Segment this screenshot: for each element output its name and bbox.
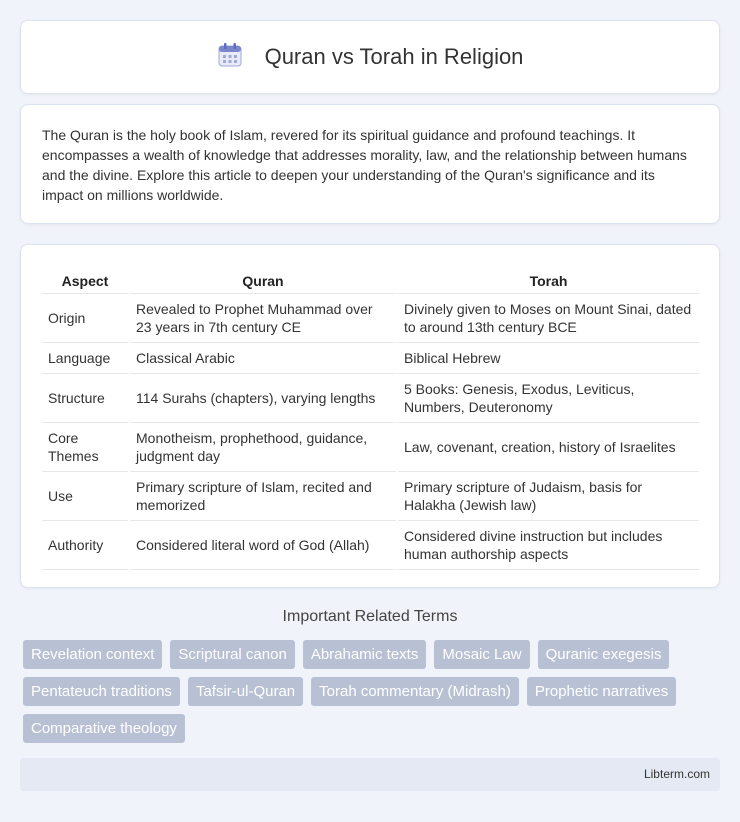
quran-cell: Primary scripture of Islam, recited and memorized [129,471,397,520]
comparison-card [20,244,720,588]
related-term-tag[interactable]: Quranic exegesis [538,640,670,669]
page-title: Quran vs Torah in Religion [264,44,524,69]
table-row [42,471,699,520]
column-header: Torah [397,265,699,293]
related-term-tag[interactable]: Torah commentary (Midrash) [311,677,519,706]
quran-cell: Considered literal word of God (Allah) [129,520,397,569]
footer [20,758,720,791]
aspect-cell: Structure [42,373,129,422]
aspect-cell: Use [42,471,129,520]
related-term-tag[interactable]: Pentateuch traditions [23,677,180,706]
related-term-tag[interactable]: Prophetic narratives [527,677,676,706]
related-term-tag[interactable]: Comparative theology [23,714,185,743]
quran-cell: Revealed to Prophet Muhammad over 23 years in 7th century CE [129,293,397,342]
torah-cell: Divinely given to Moses on Mount Sinai, dated to around 13th century BCE [397,293,699,342]
aspect-cell: Origin [42,293,129,342]
quran-cell: Classical Arabic [129,342,397,373]
table-row [42,520,699,569]
torah-cell: Primary scripture of Judaism, basis for Halakha (Jewish law) [397,471,699,520]
torah-cell: Considered divine instruction but includes human authorship aspects [397,520,699,569]
aspect-cell: Core Themes [42,422,129,471]
related-term-tag[interactable]: Tafsir-ul-Quran [188,677,303,706]
header-card [20,20,720,94]
related-term-tag[interactable]: Revelation context [23,640,162,669]
related-terms-list [23,640,723,743]
related-terms-heading: Important Related Terms [282,608,458,625]
intro-card [20,104,720,224]
table-row [42,422,699,471]
aspect-cell: Language [42,342,129,373]
comparison-table [42,265,699,570]
aspect-cell: Authority [42,520,129,569]
column-header: Quran [129,265,397,293]
related-term-tag[interactable]: Scriptural canon [170,640,294,669]
quran-cell: 114 Surahs (chapters), varying lengths [129,373,397,422]
related-term-tag[interactable]: Abrahamic texts [303,640,427,669]
intro-paragraph: The Quran is the holy book of Islam, revered for its spiritual guidance and profound teachings. It encompasses a wealth of knowledge that addresses morality, law, and the relationship between humans and the divine. Explore this article to deepen your understanding of the Quran's significance and its impact on millions worldwide. [42,127,687,203]
table-row [42,342,699,373]
quran-cell: Monotheism, prophethood, guidance, judgment day [129,422,397,471]
column-header: Aspect [42,265,129,293]
table-row [42,373,699,422]
torah-cell: Law, covenant, creation, history of Israelites [397,422,699,471]
torah-cell: 5 Books: Genesis, Exodus, Leviticus, Numbers, Deuteronomy [397,373,699,422]
table-row [42,293,699,342]
calendar-icon [217,42,243,73]
related-term-tag[interactable]: Mosaic Law [434,640,529,669]
table-header-row [42,265,699,293]
torah-cell: Biblical Hebrew [397,342,699,373]
footer-site-link[interactable]: Libterm.com [643,767,710,781]
